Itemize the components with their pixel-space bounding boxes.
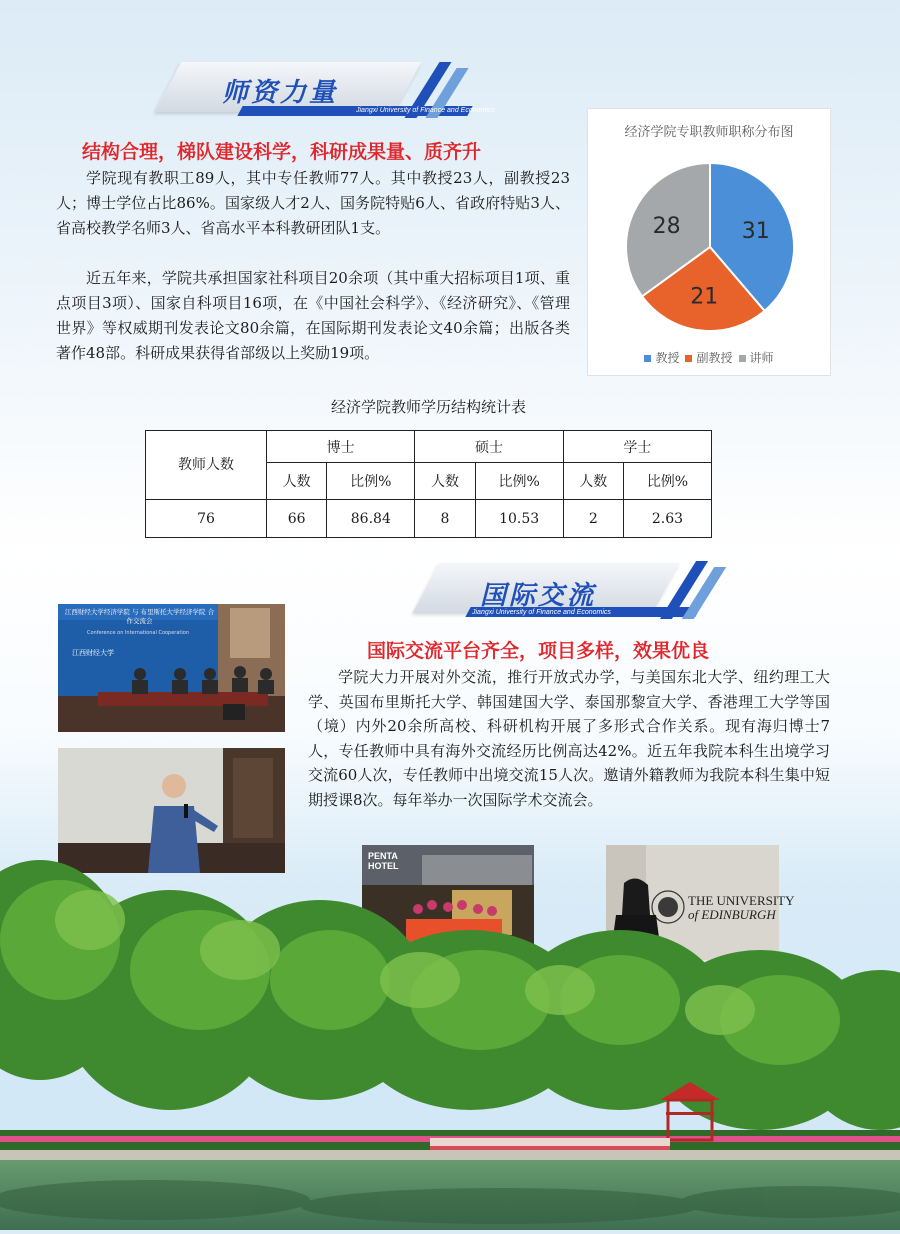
section-subtitle: Jiangxi University of Finance and Economics [472,609,611,616]
faculty-paragraph-2: 近五年来，学院共承担国家社科项目20余项（其中重大招标项目1项、重点项目3项）、国家自科项目16项，在《中国社会科学》、《经济研究》、《管理世界》等权威期刊发表论文80余篇，在国际期刊发表论文40余篇；出版各类著作48部。科研成果获得省部级以上奖励19项。 [56,269,570,362]
legend-label: 讲师 [749,351,774,365]
subheader-ratio: 比例% [327,463,415,500]
legend-label: 教授 [655,351,680,365]
legend-item [685,349,732,366]
legend-swatch [685,355,692,362]
hotel-sign: PENTA HOTEL [368,851,399,871]
pie-chart-svg [588,109,830,349]
section-title: 国际交流 [480,581,597,611]
subheader-count: 人数 [415,463,475,500]
header-total: 教师人数 [146,431,267,500]
faculty-paragraph-1: 学院现有教职工89人，其中专任教师77人。其中教授23人，副教授23人；博士学位占比86%。国家级人才2人、国务院特贴6人、省政府特贴3人、省高校教学名师3人、省高水平本科教研团队1支。 [56,169,570,237]
section-banner-faculty [150,62,495,132]
legend-item [739,349,774,366]
header-group-doctor: 博士 [267,431,415,463]
legend-label: 副教授 [696,351,733,365]
cell-bachelor-ratio: 2.63 [623,500,711,538]
title-distribution-chart [587,108,831,376]
edinburgh-line-2: of EDINBURGH [688,907,776,922]
meeting-logo: 江西财经大学 [72,649,114,657]
cell-master-count: 8 [415,500,475,538]
chart-legend [588,349,830,366]
meeting-screen-title: 江西财经大学经济学院 与 布里斯托大学经济学院 合作交流会 [64,608,215,625]
header-group-bachelor: 学士 [563,431,711,463]
international-paragraph: 学院大力开展对外交流，推行开放式办学，与美国东北大学、纽约理工大学、英国布里斯托大学、韩国建国大学、泰国那黎宣大学、香港理工大学等国（境）内外20余所高校、科研机构开展了多形式合作关系。现有海归博士7人，专任教师中具有海外交流经历比例高达42%。近五年我院本科生出境学习交流60人次，专任教师中出境交流15人次。邀请外籍教师为我院本科生集中短期授课8次。每年举办一次国际学术交流会。 [308,668,830,809]
chart-title: 经济学院专职教师职称分布图 [624,125,794,140]
meeting-screen-sub: Conference on International Cooperation [86,630,190,636]
faculty-headline: 结构合理，梯队建设科学，科研成果量、质齐升 [82,141,482,163]
section-banner-international [408,563,708,633]
table-caption: 经济学院教师学历结构统计表 [330,398,526,416]
header-group-master: 硕士 [415,431,563,463]
cell-master-ratio: 10.53 [475,500,563,538]
section-subtitle: Jiangxi University of Finance and Economics [356,107,495,114]
subheader-ratio: 比例% [475,463,563,500]
subheader-count: 人数 [267,463,327,500]
cell-doctor-ratio: 86.84 [327,500,415,538]
photo-cooperation-meeting [58,604,285,732]
cell-total: 76 [146,500,267,538]
pie-value-label: 21 [690,284,719,310]
campus-scenery [0,850,900,1230]
cell-doctor-count: 66 [267,500,327,538]
pie-value-label: 28 [652,213,681,239]
cell-bachelor-count: 2 [563,500,623,538]
education-table [145,430,712,538]
subheader-ratio: 比例% [623,463,711,500]
subheader-count: 人数 [563,463,623,500]
section-title: 师资力量 [222,78,339,108]
legend-swatch [644,355,651,362]
pie-value-label: 31 [741,219,770,245]
legend-item [644,349,679,366]
edinburgh-line-1: THE UNIVERSITY [688,893,795,908]
international-headline: 国际交流平台齐全，项目多样，效果优良 [367,640,710,662]
legend-swatch [739,355,746,362]
